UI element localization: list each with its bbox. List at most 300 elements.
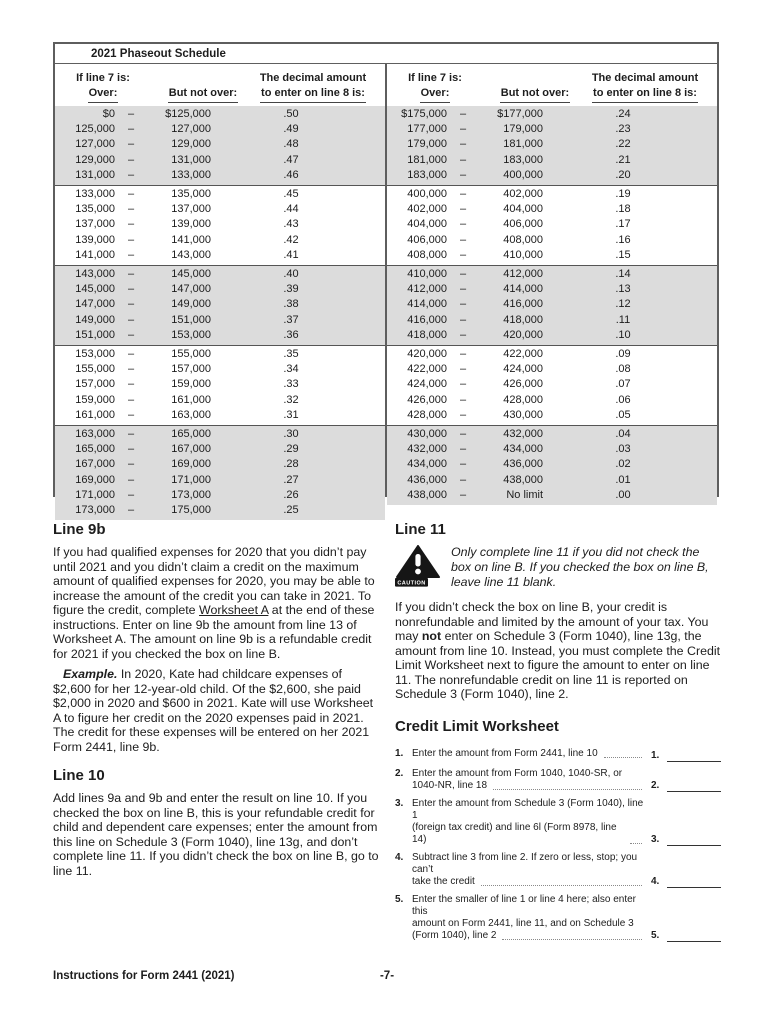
decimal-value: .07 (615, 378, 631, 391)
over-value: 155,000 (75, 363, 115, 376)
range-dash: – (459, 473, 467, 486)
not-over-value: 135,000 (171, 188, 211, 201)
range-dash: – (127, 168, 135, 181)
range-dash: – (127, 488, 135, 501)
range-dash: – (127, 363, 135, 376)
phaseout-row (387, 168, 717, 183)
worksheet-entry-blank[interactable] (667, 748, 721, 762)
decimal-value: .24 (615, 108, 631, 120)
over-value: 131,000 (75, 168, 115, 181)
phaseout-table-halves (55, 64, 717, 517)
over-value: 183,000 (407, 168, 447, 181)
phaseout-row (55, 297, 385, 312)
phaseout-row (55, 377, 385, 392)
decimal-value: .18 (615, 203, 631, 216)
not-over-value: 428,000 (503, 393, 543, 406)
not-over-value: No limit (506, 488, 543, 501)
dotted-leader (502, 939, 642, 940)
not-over-value: 426,000 (503, 378, 543, 391)
phaseout-row-group (387, 345, 717, 425)
range-dash: – (459, 168, 467, 181)
range-dash: – (459, 203, 467, 216)
worksheet-text-line (412, 822, 645, 846)
worksheet-item (395, 748, 721, 762)
not-over-value: 402,000 (503, 188, 543, 201)
over-value: 404,000 (407, 218, 447, 231)
worksheet-text-line: Enter the smaller of line 1 or line 4 here; also enter this (412, 893, 637, 917)
not-over-value: 147,000 (171, 283, 211, 296)
decimal-value: .19 (615, 188, 631, 201)
range-dash: – (127, 443, 135, 456)
over-value: 143,000 (75, 268, 115, 281)
line9b-example-paragraph: Example. In 2020, Kate had childcare expenses of $2,600 for her 12-year-old child. Of the $2,600, she paid $2,000 in 2020 and $600 in 2021. Kate will use Worksheet A to figure her credit on the 2020 expenses paid in 2021. The credit for these expenses will be entered on her 2021 Form 2441, line 9b. (53, 667, 374, 754)
range-dash: – (127, 138, 135, 151)
over-value: 147,000 (75, 298, 115, 311)
footer-title: Instructions for Form 2441 (2021) (53, 970, 235, 982)
decimal-value: .09 (615, 348, 631, 361)
phaseout-row (55, 248, 385, 263)
not-over-value: 400,000 (503, 168, 543, 181)
decimal-value: .34 (283, 363, 299, 376)
dotted-leader (630, 843, 642, 844)
phaseout-row (55, 107, 385, 122)
decimal-value: .23 (615, 123, 631, 136)
over-value: 400,000 (407, 188, 447, 201)
range-dash: – (127, 504, 135, 517)
not-over-value: 139,000 (171, 218, 211, 231)
range-dash: – (127, 428, 135, 441)
range-dash: – (459, 268, 467, 281)
phaseout-row (55, 313, 385, 328)
not-over-value: 169,000 (171, 458, 211, 471)
worksheet-item-number: 1. (395, 747, 404, 759)
worksheet-item-number: 3. (395, 797, 404, 809)
phaseout-row (387, 187, 717, 202)
phaseout-row (387, 122, 717, 137)
decimal-value: .21 (615, 153, 631, 166)
not-over-value: 137,000 (171, 203, 211, 216)
over-value: 420,000 (407, 348, 447, 361)
line10-heading: Line 10 (53, 767, 105, 784)
not-over-value: 151,000 (171, 313, 211, 326)
not-over-value: 133,000 (171, 168, 211, 181)
worksheet-item-text (412, 798, 645, 846)
range-dash: – (127, 123, 135, 136)
phaseout-row (387, 313, 717, 328)
over-value: 181,000 (407, 153, 447, 166)
worksheet-text-line: Subtract line 3 from line 2. If zero or less, stop; you can’t (412, 851, 638, 875)
decimal-value: .20 (615, 168, 631, 181)
phaseout-row-group (387, 265, 717, 345)
phaseout-row-group (55, 425, 385, 520)
phaseout-row-group (55, 345, 385, 425)
not-over-value: 129,000 (171, 138, 211, 151)
decimal-value: .15 (615, 248, 631, 261)
over-value: $0 (102, 108, 115, 120)
range-dash: – (127, 458, 135, 471)
phaseout-right-header (387, 64, 717, 106)
credit-limit-worksheet-heading: Credit Limit Worksheet (395, 717, 559, 735)
range-dash: – (127, 328, 135, 341)
phaseout-row-group (387, 106, 717, 185)
phaseout-row (55, 137, 385, 152)
phaseout-row (387, 488, 717, 503)
range-dash: – (459, 248, 467, 261)
phaseout-row (387, 297, 717, 312)
range-dash: – (127, 203, 135, 216)
phaseout-row (387, 408, 717, 423)
over-value: $175,000 (401, 108, 447, 120)
not-over-value: $125,000 (165, 108, 211, 120)
phaseout-row-group (55, 185, 385, 265)
not-over-value: 424,000 (503, 363, 543, 376)
decimal-value: .41 (283, 248, 299, 261)
worksheet-text-line (412, 930, 645, 942)
worksheet-text-line: amount on Form 2441, line 11, and on Schedule 3 (412, 917, 634, 929)
over-value: 173,000 (75, 504, 115, 517)
not-over-value: 141,000 (171, 233, 211, 246)
left-column (53, 521, 379, 948)
range-dash: – (127, 233, 135, 246)
worksheet-entry-number: 3. (651, 833, 660, 845)
range-dash: – (459, 408, 467, 421)
range-dash: – (127, 218, 135, 231)
over-value: 145,000 (75, 283, 115, 296)
phaseout-row (387, 137, 717, 152)
phaseout-row (387, 427, 717, 442)
decimal-value: .00 (615, 488, 631, 501)
over-value: 163,000 (75, 428, 115, 441)
over-value: 141,000 (75, 248, 115, 261)
range-dash: – (459, 428, 467, 441)
not-over-value: 145,000 (171, 268, 211, 281)
worksheet-item-text (412, 768, 645, 792)
not-over-value: 418,000 (503, 313, 543, 326)
decimal-value: .16 (615, 233, 631, 246)
decimal-value: .22 (615, 138, 631, 151)
instruction-columns (53, 521, 721, 948)
phaseout-row (55, 393, 385, 408)
not-over-value: 420,000 (503, 328, 543, 341)
phaseout-row (387, 362, 717, 377)
not-over-value: 404,000 (503, 203, 543, 216)
range-dash: – (459, 363, 467, 376)
phaseout-row (387, 457, 717, 472)
not-over-value: 179,000 (503, 123, 543, 136)
phaseout-left-body (55, 106, 385, 520)
range-dash: – (459, 188, 467, 201)
over-value: 151,000 (75, 328, 115, 341)
range-dash: – (459, 153, 467, 166)
range-dash: – (127, 348, 135, 361)
worksheet-entry-number: 4. (651, 875, 660, 887)
phaseout-row (55, 427, 385, 442)
over-value: 416,000 (407, 313, 447, 326)
decimal-value: .45 (283, 188, 299, 201)
not-over-value: 175,000 (171, 504, 211, 517)
decimal-value: .30 (283, 428, 299, 441)
example-label: Example. (63, 667, 118, 681)
line11-heading: Line 11 (395, 521, 446, 538)
caution-label: CAUTION (397, 580, 426, 587)
phaseout-row-group (55, 265, 385, 345)
decimal-value: .10 (615, 328, 631, 341)
range-dash: – (459, 458, 467, 471)
decimal-value: .42 (283, 233, 299, 246)
over-value: 424,000 (407, 378, 447, 391)
phaseout-row (55, 488, 385, 503)
phaseout-table-left-half (55, 64, 387, 517)
dotted-leader (604, 757, 642, 758)
over-value: 412,000 (407, 283, 447, 296)
not-over-value: 143,000 (171, 248, 211, 261)
phaseout-row (55, 217, 385, 232)
worksheet-text-line (412, 780, 645, 792)
range-dash: – (459, 313, 467, 326)
phaseout-row (387, 282, 717, 297)
range-dash: – (127, 153, 135, 166)
phaseout-left-header (55, 64, 385, 106)
not-over-value: 422,000 (503, 348, 543, 361)
range-dash: – (127, 473, 135, 486)
decimal-value: .46 (283, 168, 299, 181)
phaseout-row (55, 202, 385, 217)
worksheet-a-link[interactable]: Worksheet A (199, 603, 269, 617)
worksheet-entry-number: 1. (651, 749, 660, 761)
over-value: 135,000 (75, 203, 115, 216)
over-value: 438,000 (407, 488, 447, 501)
decimal-value: .47 (283, 153, 299, 166)
phaseout-row (387, 473, 717, 488)
not-over-value: 153,000 (171, 328, 211, 341)
over-value: 149,000 (75, 313, 115, 326)
decimal-value: .33 (283, 378, 299, 391)
decimal-value: .04 (615, 428, 631, 441)
caution-block (395, 545, 721, 592)
header-but-not-over: But not over: (483, 86, 587, 103)
over-value: 159,000 (75, 393, 115, 406)
phaseout-row (387, 442, 717, 457)
worksheet-text-line (412, 876, 645, 888)
not-over-value: $177,000 (497, 108, 543, 120)
range-dash: – (127, 108, 135, 120)
over-value: 171,000 (75, 488, 115, 501)
phaseout-row (387, 377, 717, 392)
over-value: 177,000 (407, 123, 447, 136)
footer-page-number: -7- (379, 970, 395, 982)
phaseout-row (55, 267, 385, 282)
range-dash: – (459, 348, 467, 361)
not-over-value: 430,000 (503, 408, 543, 421)
worksheet-text: (foreign tax credit) and line 6l (Form 8978, line 14) (412, 821, 617, 845)
phaseout-row (387, 328, 717, 343)
worksheet-item (395, 768, 721, 792)
range-dash: – (127, 248, 135, 261)
phaseout-row (387, 233, 717, 248)
over-value: 434,000 (407, 458, 447, 471)
decimal-value: .17 (615, 218, 631, 231)
range-dash: – (459, 378, 467, 391)
worksheet-item (395, 798, 721, 846)
worksheet-text: Enter the amount from Form 2441, line 10 (412, 747, 598, 759)
decimal-value: .12 (615, 298, 631, 311)
over-value: 165,000 (75, 443, 115, 456)
range-dash: – (459, 123, 467, 136)
phaseout-row (55, 362, 385, 377)
over-value: 125,000 (75, 123, 115, 136)
phaseout-row (55, 122, 385, 137)
range-dash: – (459, 443, 467, 456)
worksheet-entry-number: 5. (651, 929, 660, 941)
decimal-value: .36 (283, 328, 299, 341)
decimal-value: .43 (283, 218, 299, 231)
decimal-value: .06 (615, 393, 631, 406)
range-dash: – (127, 283, 135, 296)
worksheet-entry-blank[interactable] (667, 778, 721, 792)
phaseout-row (55, 187, 385, 202)
phaseout-row (387, 107, 717, 122)
decimal-value: .29 (283, 443, 299, 456)
line9b-paragraph: If you had qualified expenses for 2020 that you didn’t pay until 2021 and you didn’t claim a credit on the maximum amount of qualified expenses for 2020, you may be able to increase the amount of the credit you can take in 2021. To figure the credit, complete Worksheet A at the end of these instructions. Enter on line 9b the amount from line 13 of Worksheet A. The amount on line 9b is a refundable credit for 2021 if you checked the box on line B. (53, 545, 375, 661)
not-over-value: 181,000 (503, 138, 543, 151)
not-over-value: 436,000 (503, 458, 543, 471)
over-value: 402,000 (407, 203, 447, 216)
worksheet-entry-blank[interactable] (667, 832, 721, 846)
not-over-value: 165,000 (171, 428, 211, 441)
phaseout-row (55, 408, 385, 423)
worksheet-text: take the credit (412, 875, 475, 887)
phaseout-row-group (55, 106, 385, 185)
decimal-value: .14 (615, 268, 631, 281)
worksheet-text-line (412, 748, 645, 760)
over-value: 418,000 (407, 328, 447, 341)
phaseout-row (55, 442, 385, 457)
over-value: 137,000 (75, 218, 115, 231)
over-value: 426,000 (407, 393, 447, 406)
range-dash: – (127, 313, 135, 326)
phaseout-row (55, 347, 385, 362)
not-over-value: 131,000 (171, 153, 211, 166)
worksheet-item (395, 852, 721, 888)
page-footer (53, 970, 721, 982)
worksheet-item-text (412, 852, 645, 888)
line9b-heading: Line 9b (53, 521, 106, 538)
range-dash: – (459, 283, 467, 296)
not-over-value: 408,000 (503, 233, 543, 246)
decimal-value: .48 (283, 138, 299, 151)
not-over-value: 406,000 (503, 218, 543, 231)
not-over-value: 155,000 (171, 348, 211, 361)
over-value: 161,000 (75, 408, 115, 421)
phaseout-row (55, 233, 385, 248)
dotted-leader (493, 789, 642, 790)
over-value: 422,000 (407, 363, 447, 376)
range-dash: – (127, 188, 135, 201)
decimal-value: .25 (283, 504, 299, 517)
worksheet-entry-blank[interactable] (667, 928, 721, 942)
range-dash: – (127, 408, 135, 421)
not-over-value: 414,000 (503, 283, 543, 296)
over-value: 153,000 (75, 348, 115, 361)
range-dash: – (127, 268, 135, 281)
not-over-value: 171,000 (171, 473, 211, 486)
over-value: 127,000 (75, 138, 115, 151)
line11-paragraph: If you didn’t check the box on line B, your credit is nonrefundable and limited by the amount of your tax. You may not enter on Schedule 3 (Form 1040), line 13g, the amount from line 10. Instead, you must complete the Credit Limit Worksheet next to figure the amount to enter on line 11. The nonrefundable credit on line 11 is reported on Schedule 3 (Form 1040), line 2. (395, 600, 721, 701)
decimal-value: .03 (615, 443, 631, 456)
range-dash: – (459, 233, 467, 246)
worksheet-text-line: Enter the amount from Schedule 3 (Form 1040), line 1 (412, 797, 644, 821)
range-dash: – (127, 378, 135, 391)
phaseout-row (55, 328, 385, 343)
not-over-value: 127,000 (171, 123, 211, 136)
header-but-not-over: But not over: (151, 86, 255, 103)
phaseout-row (55, 282, 385, 297)
over-value: 414,000 (407, 298, 447, 311)
line10-paragraph: Add lines 9a and 9b and enter the result on line 10. If you checked the box on line B, this is your refundable credit for child and dependent care expenses; enter the amount from this line on Schedule 3 (Form 1040), line 13g, and don’t complete line 11. If you didn’t check the box on line B, go to line 11. (53, 791, 379, 878)
range-dash: – (459, 328, 467, 341)
decimal-value: .44 (283, 203, 299, 216)
over-value: 408,000 (407, 248, 447, 261)
decimal-value: .08 (615, 363, 631, 376)
not-over-value: 163,000 (171, 408, 211, 421)
range-dash: – (127, 393, 135, 406)
decimal-value: .13 (615, 283, 631, 296)
worksheet-text: 1040-NR, line 18 (412, 779, 488, 791)
decimal-value: .35 (283, 348, 299, 361)
not-over-value: 161,000 (171, 393, 211, 406)
decimal-value: .31 (283, 408, 299, 421)
worksheet-entry-blank[interactable] (667, 874, 721, 888)
worksheet-text-line: Enter the amount from Form 1040, 1040-SR, or (412, 767, 623, 779)
not-over-value: 173,000 (171, 488, 211, 501)
caution-icon (395, 545, 441, 592)
not-over-value: 412,000 (503, 268, 543, 281)
not-over-value: 438,000 (503, 473, 543, 486)
not-over-value: 159,000 (171, 378, 211, 391)
over-value: 133,000 (75, 188, 115, 201)
worksheet-item-text (412, 748, 645, 762)
header-if-line7-over: If line 7 is: Over: (55, 71, 151, 103)
caution-text: Only complete line 11 if you did not check the box on line B. If you checked the box on line B, leave line 11 blank. (451, 545, 709, 589)
worksheet-item-number: 5. (395, 893, 404, 905)
decimal-value: .49 (283, 123, 299, 136)
decimal-value: .32 (283, 393, 299, 406)
over-value: 410,000 (407, 268, 447, 281)
not-over-value: 183,000 (503, 153, 543, 166)
decimal-value: .37 (283, 313, 299, 326)
not-over-value: 432,000 (503, 428, 543, 441)
phaseout-row (387, 393, 717, 408)
not-over-value: 167,000 (171, 443, 211, 456)
worksheet-item-number: 4. (395, 851, 404, 863)
over-value: 406,000 (407, 233, 447, 246)
header-decimal-amount: The decimal amount to enter on line 8 is: (255, 71, 385, 103)
range-dash: – (459, 488, 467, 501)
over-value: 139,000 (75, 233, 115, 246)
decimal-value: .39 (283, 283, 299, 296)
over-value: 436,000 (407, 473, 447, 486)
over-value: 179,000 (407, 138, 447, 151)
over-value: 430,000 (407, 428, 447, 441)
over-value: 129,000 (75, 153, 115, 166)
phaseout-row (387, 248, 717, 263)
phaseout-schedule-table (53, 42, 719, 517)
worksheet-item-text (412, 894, 645, 942)
right-column (395, 521, 721, 948)
not-over-value: 149,000 (171, 298, 211, 311)
over-value: 169,000 (75, 473, 115, 486)
over-value: 432,000 (407, 443, 447, 456)
